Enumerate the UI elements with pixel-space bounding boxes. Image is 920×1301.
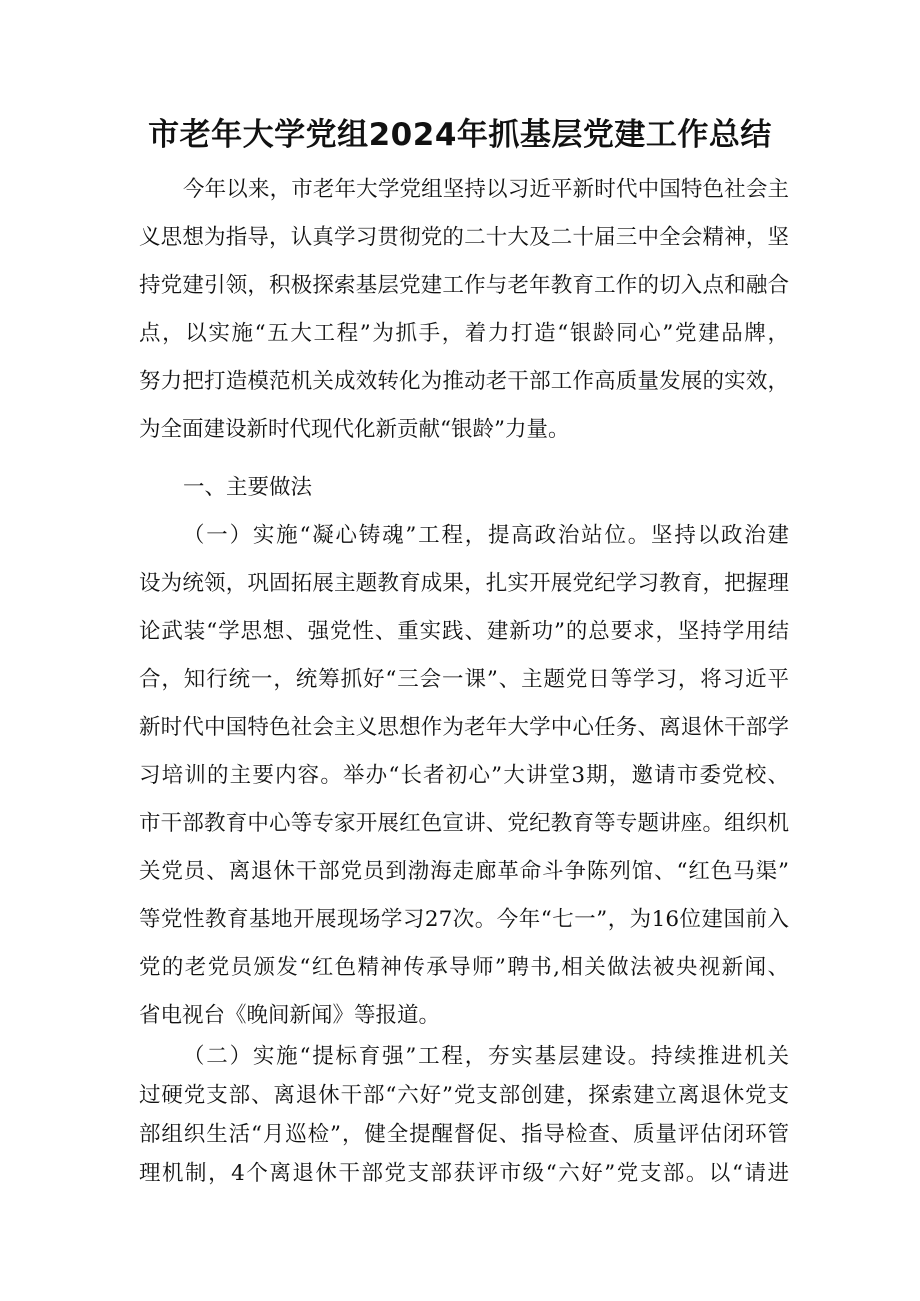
text-line: 为全面建设新时代现代化新贡献“银龄”力量。 — [139, 417, 570, 442]
text-line: 市干部教育中心等专家开展红色宣讲、党纪教育等专题讲座。组织机 — [139, 811, 789, 836]
section-heading: 一、主要做法 — [183, 475, 313, 500]
text-line: 义思想为指导，认真学习贯彻党的二十大及二十届三中全会精神，坚 — [139, 225, 789, 250]
text-line: 点，以实施“五大工程”为抓手，着力打造“银龄同心”党建品牌， — [139, 321, 789, 346]
text-line: 党的老党员颁发“红色精神传承导师”聘书,相关做法被央视新闻、 — [139, 955, 789, 980]
text-line: （一）实施“凝心铸魂”工程，提高政治站位。坚持以政治建 — [183, 523, 789, 548]
text-line: 合，知行统一，统筹抓好“三会一课”、主题党日等学习，将习近平 — [139, 667, 789, 692]
text-line: 省电视台《晚间新闻》等报道。 — [139, 1003, 441, 1028]
text-line: 理机制，4个离退休干部党支部获评市级“六好”党支部。以“请进 — [139, 1161, 789, 1186]
text-line: 过硬党支部、离退休干部“六好”党支部创建，探索建立离退休党支 — [139, 1083, 789, 1108]
text-line: 新时代中国特色社会主义思想作为老年大学中心任务、离退休干部学 — [139, 715, 789, 740]
paragraph-2 — [139, 1037, 789, 1193]
text-line: 等党性教育基地开展现场学习27次。今年“七一”，为16位建国前入 — [139, 907, 789, 932]
text-line: 今年以来，市老年大学党组坚持以习近平新时代中国特色社会主 — [183, 177, 789, 202]
intro-paragraph — [139, 166, 789, 454]
text-line: （二）实施“提标育强”工程，夯实基层建设。持续推进机关 — [183, 1044, 789, 1069]
text-line: 论武装“学思想、强党性、重实践、建新功”的总要求，坚持学用结 — [139, 619, 789, 644]
text-line: 习培训的主要内容。举办“长者初心”大讲堂3期，邀请市委党校、 — [139, 763, 789, 788]
text-line: 设为统领，巩固拓展主题教育成果，扎实开展党纪学习教育，把握理 — [139, 571, 789, 596]
text-line: 努力把打造模范机关成效转化为推动老干部工作高质量发展的实效， — [139, 369, 789, 394]
text-line: 部组织生活“月巡检”，健全提醒督促、指导检查、质量评估闭环管 — [139, 1122, 789, 1147]
text-line: 关党员、离退休干部党员到渤海走廊革命斗争陈列馆、“红色马渠” — [139, 859, 789, 884]
text-line: 持党建引领，积极探索基层党建工作与老年教育工作的切入点和融合 — [139, 273, 789, 298]
document-title: 市老年大学党组2024年抓基层党建工作总结 — [148, 117, 772, 153]
paragraph-1 — [139, 512, 789, 1040]
